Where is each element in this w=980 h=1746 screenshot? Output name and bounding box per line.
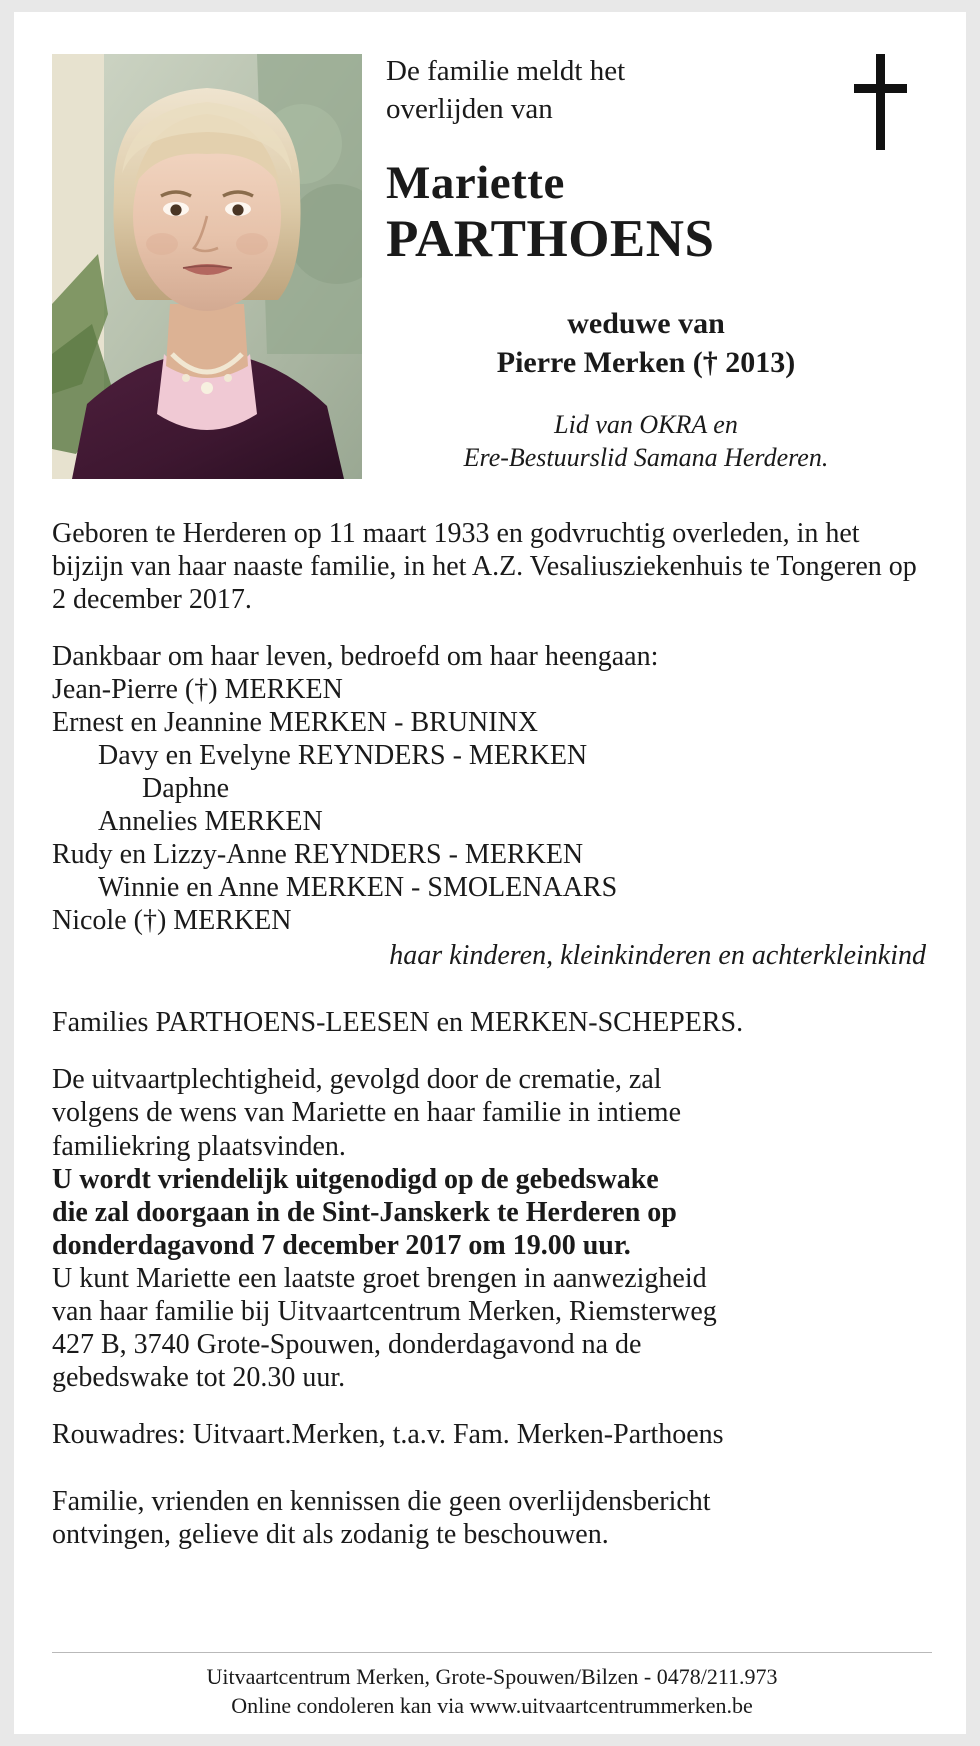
visitation-line-2: van haar familie bij Uitvaartcentrum Merken, Riemsterweg <box>52 1295 717 1327</box>
survivor-name: Winnie en Anne MERKEN - SMOLENAARS <box>98 872 618 904</box>
ceremony-block <box>52 1063 932 1162</box>
birth-death-paragraph: Geboren te Herderen op 11 maart 1933 en godvruchtig overleden, in het bijzijn van haar naaste familie, in het A.Z. Vesaliusziekenhuis te Tongeren op 2 december 2017. <box>52 518 917 616</box>
families-paragraph: Families PARTHOENS-LEESEN en MERKEN-SCHEPERS. <box>52 1007 744 1039</box>
invitation-line-1: U wordt vriendelijk uitgenodigd op de gebedswake <box>52 1163 659 1195</box>
spacer <box>52 972 932 1006</box>
closing-line-2: ontvingen, gelieve dit als zodanig te beschouwen. <box>52 1518 609 1550</box>
descendants-note: haar kinderen, kleinkinderen en achterkleinkind <box>389 940 926 972</box>
header-text-block <box>386 52 866 475</box>
closing-block <box>52 1485 932 1551</box>
survivor-name: Nicole (†) MERKEN <box>52 905 292 937</box>
ceremony-line-1: De uitvaartplechtigheid, gevolgd door de crematie, zal <box>52 1064 662 1096</box>
ceremony-line-2: volgens de wens van Mariette en haar familie in intieme <box>52 1097 682 1129</box>
obituary-body <box>52 517 932 1551</box>
survivor-name: Ernest en Jeannine MERKEN - BRUNINX <box>52 707 539 739</box>
deceased-first-name: Mariette <box>386 156 565 209</box>
condolence-website: Online condoleren kan via www.uitvaartcentrummerken.be <box>231 1692 753 1718</box>
survivor-name: Rudy en Lizzy-Anne REYNDERS - MERKEN <box>52 839 584 871</box>
deceased-last-name: PARTHOENS <box>386 209 715 268</box>
invitation-line-3: donderdagavond 7 december 2017 om 19.00 uur. <box>52 1229 631 1261</box>
spouse-label: weduwe van <box>567 307 725 341</box>
invitation-block <box>52 1163 932 1262</box>
closing-line-1: Familie, vrienden en kennissen die geen overlijdensbericht <box>52 1485 711 1517</box>
ceremony-line-3: familiekring plaatsvinden. <box>52 1130 346 1162</box>
survivor-name: Davy en Evelyne REYNDERS - MERKEN <box>98 740 588 772</box>
survivor-name: Jean-Pierre (†) MERKEN <box>52 674 343 706</box>
survivor-name: Daphne <box>142 773 230 805</box>
visitation-line-4: gebedswake tot 20.30 uur. <box>52 1361 346 1393</box>
spacer <box>52 1451 932 1485</box>
visitation-line-1: U kunt Mariette een laatste groet brengen in aanwezigheid <box>52 1262 707 1294</box>
obituary-header <box>14 12 966 473</box>
funeral-home-contact: Uitvaartcentrum Merken, Grote-Spouwen/Bilzen - 0478/211.973 <box>206 1663 778 1689</box>
membership-line-1: Lid van OKRA en <box>554 410 738 440</box>
announcement-line-1: De familie meldt het <box>386 55 626 87</box>
visitation-line-3: 427 B, 3740 Grote-Spouwen, donderdagavond na de <box>52 1328 642 1360</box>
footer-divider <box>52 1652 932 1653</box>
obituary-footer <box>52 1652 932 1721</box>
obituary-card <box>14 12 966 1734</box>
survivors-block <box>52 640 932 972</box>
survivor-name: Annelies MERKEN <box>98 806 323 838</box>
membership-line-2: Ere-Bestuurslid Samana Herderen. <box>463 443 829 473</box>
invitation-line-2: die zal doorgaan in de Sint-Janskerk te Herderen op <box>52 1196 677 1228</box>
spouse-name: Pierre Merken († 2013) <box>496 346 796 380</box>
portrait-photo <box>52 54 362 479</box>
visitation-block <box>52 1262 932 1394</box>
spacer <box>52 1394 932 1418</box>
survivors-intro: Dankbaar om haar leven, bedroefd om haar heengaan: <box>52 641 659 673</box>
mourning-address: Rouwadres: Uitvaart.Merken, t.a.v. Fam. Merken-Parthoens <box>52 1418 724 1450</box>
membership-block <box>386 408 866 475</box>
spouse-block <box>386 304 866 382</box>
announcement-line-2: overlijden van <box>386 93 553 126</box>
